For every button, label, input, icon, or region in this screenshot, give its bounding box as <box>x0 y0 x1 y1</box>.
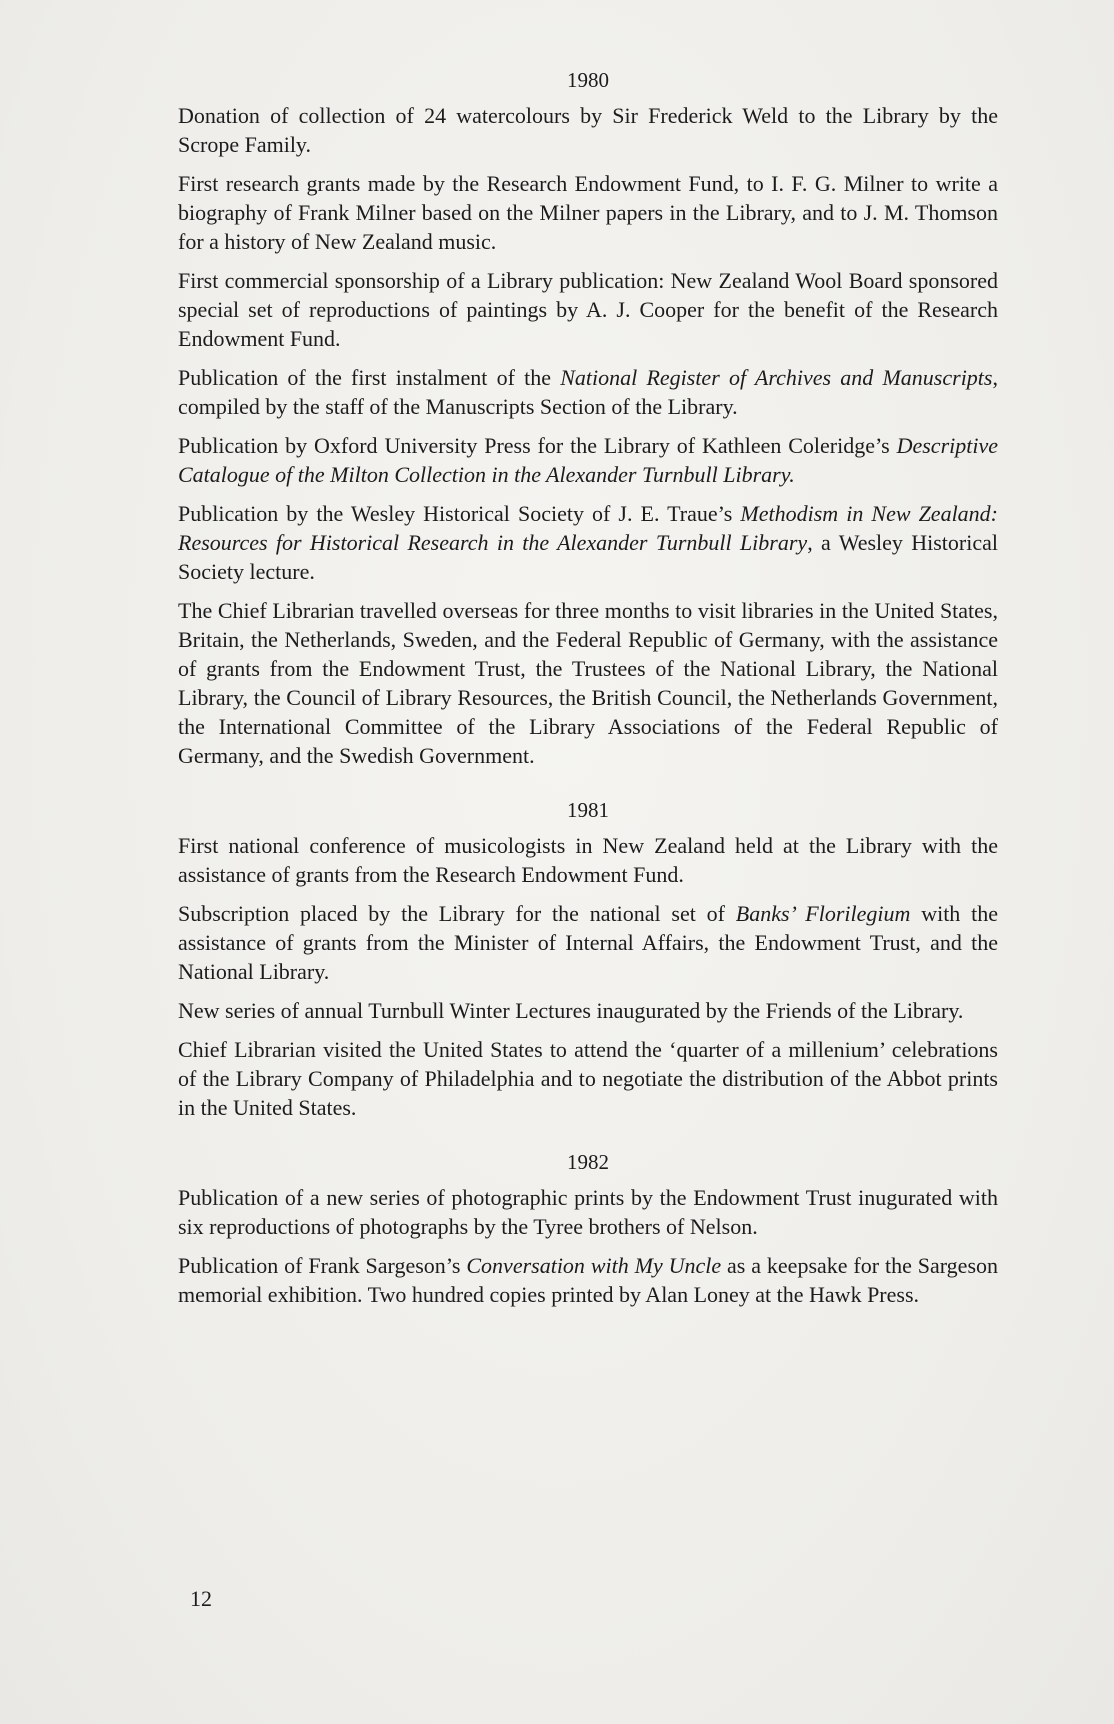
entry-text: Publication by the Wesley Historical Society of J. E. Traue’s <box>178 501 741 526</box>
entry-paragraph <box>178 101 998 159</box>
year-heading: 1982 <box>567 1150 609 1174</box>
entry-paragraph <box>178 1035 998 1122</box>
entry-text: Chief Librarian visited the United States to attend the ‘quarter of a millenium’ celebrations of the Library Company of Philadelphia and to negotiate the distribution of the Abbot prints in the United States. <box>178 1037 998 1120</box>
title-italic: Descriptive Catalogue of the Milton Collection in the Alexander Turnbull Library. <box>178 433 998 487</box>
entry-text: Subscription placed by the Library for the national set of <box>178 901 736 926</box>
entry-paragraph <box>178 431 998 489</box>
page-number: 12 <box>190 1586 212 1611</box>
entry-text: Donation of collection of 24 watercolours by Sir Frederick Weld to the Library by the Scrope Family. <box>178 103 998 157</box>
entry-text: First research grants made by the Research Endowment Fund, to I. F. G. Milner to write a biography of Frank Milner based on the Milner papers in the Library, and to J. M. Thomson for a history of New Zealand music. <box>178 171 998 254</box>
entry-paragraph <box>178 363 998 421</box>
entry-text: , a Wesley Historical Society lecture. <box>178 530 998 584</box>
title-italic: Methodism in New Zealand: Resources for Historical Research in the Alexander Turnbull Library <box>178 501 999 555</box>
section-1981 <box>178 796 998 1122</box>
entry-paragraph <box>178 1251 998 1309</box>
entry-text: First commercial sponsorship of a Library publication: New Zealand Wool Board sponsored special set of reproductions of paintings by A. J. Cooper for the benefit of the Research Endowment Fund. <box>178 268 998 351</box>
entry-text: with the assistance of grants from the Minister of Internal Affairs, the Endowment Trust, and the National Library. <box>178 901 998 984</box>
entry-text: The Chief Librarian travelled overseas for three months to visit libraries in the United States, Britain, the Netherlands, Sweden, and the Federal Republic of Germany, with the assistance of grants from the Endowment Trust, the Trustees of the National Library, the National Library, the Council of Library Resources, the British Council, the Netherlands Government, the International Committee of the Library Associations of the Federal Republic of Germany, and the Swedish Government. <box>178 598 998 768</box>
entry-text: Publication of Frank Sargeson’s <box>178 1253 467 1278</box>
entry-paragraph <box>178 596 998 770</box>
section-1982 <box>178 1148 998 1309</box>
entry-text: as a keepsake for the Sargeson memorial exhibition. Two hundred copies printed by Alan Loney at the Hawk Press. <box>178 1253 999 1307</box>
entry-paragraph <box>178 1183 998 1241</box>
entry-text: Publication by Oxford University Press for the Library of Kathleen Coleridge’s <box>178 433 897 458</box>
entry-paragraph <box>178 499 998 586</box>
entry-text: New series of annual Turnbull Winter Lectures inaugurated by the Friends of the Library. <box>178 998 964 1023</box>
entry-paragraph <box>178 169 998 256</box>
chronology-text <box>178 66 998 1319</box>
section-1980 <box>178 66 998 770</box>
entry-paragraph <box>178 831 998 889</box>
entry-text: Publication of the first instalment of the <box>178 365 561 390</box>
entry-paragraph <box>178 266 998 353</box>
title-italic: Conversation with My Uncle <box>466 1253 722 1278</box>
entry-text: First national conference of musicologists in New Zealand held at the Library with the assistance of grants from the Research Endowment Fund. <box>178 833 998 887</box>
entry-paragraph <box>178 899 998 986</box>
title-italic: National Register of Archives and Manuscripts <box>560 365 993 390</box>
year-heading: 1981 <box>567 798 609 822</box>
title-italic: Banks’ Florilegium <box>735 901 911 926</box>
entry-text: Publication of a new series of photographic prints by the Endowment Trust inugurated with six reproductions of photographs by the Tyree brothers of Nelson. <box>178 1185 998 1239</box>
entry-paragraph <box>178 996 998 1025</box>
year-heading: 1980 <box>567 68 609 92</box>
entry-text: , compiled by the staff of the Manuscripts Section of the Library. <box>178 365 998 419</box>
